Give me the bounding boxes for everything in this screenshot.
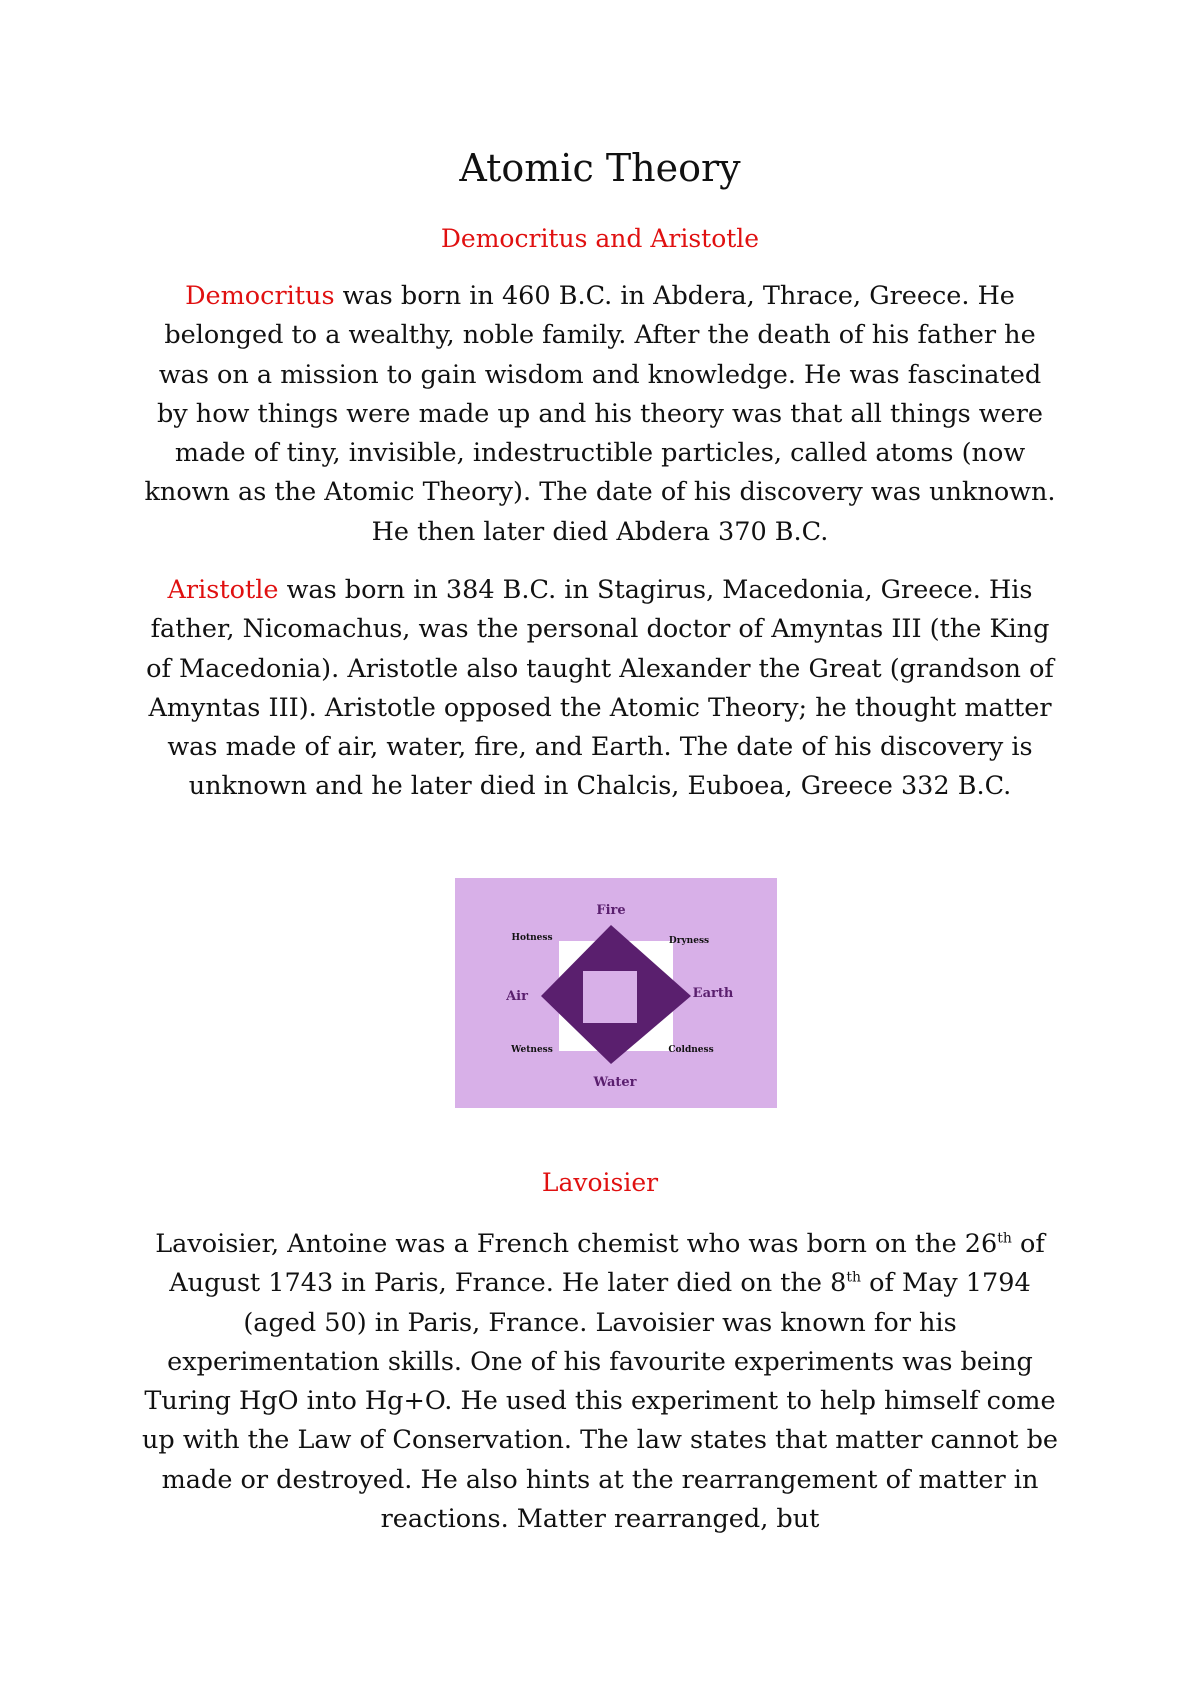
- label-hotness: Hotness: [511, 933, 553, 943]
- paragraph-lavoisier: [140, 1225, 1060, 1539]
- label-air: Air: [506, 989, 528, 1004]
- four-elements-svg: [455, 878, 777, 1108]
- label-dryness: Dryness: [668, 936, 710, 946]
- page-title: Atomic Theory: [459, 146, 741, 190]
- paragraph-lavoisier-part1: Lavoisier, Antoine was a French chemist who was born on the 26: [155, 1229, 998, 1259]
- name-democritus: Democritus: [185, 281, 335, 311]
- name-aristotle: Aristotle: [167, 575, 279, 605]
- label-coldness: Coldness: [668, 1045, 714, 1055]
- four-elements-diagram: [455, 878, 777, 1108]
- superscript-th-2: th: [846, 1269, 861, 1286]
- heading-lavoisier: Lavoisier: [541, 1168, 659, 1197]
- label-wetness: Wetness: [511, 1045, 553, 1055]
- label-fire: Fire: [596, 903, 626, 918]
- paragraph-democritus-text: was born in 460 B.C. in Abdera, Thrace, Greece. He belonged to a wealthy, noble family. After the death of his father he was on a mission to gain wisdom and knowledge. He was fascinated by how things were made up and his theory was that all things were made of tiny, invisible, indestructible particles, called atoms (now known as the Atomic Theory). The date of his discovery was unknown. He then later died Abdera 370 B.C.: [144, 281, 1056, 547]
- inner-square: [583, 971, 637, 1023]
- heading-democritus-aristotle: Democritus and Aristotle: [440, 224, 760, 253]
- label-water: Water: [593, 1075, 637, 1090]
- paragraph-aristotle-text: was born in 384 B.C. in Stagirus, Macedonia, Greece. His father, Nicomachus, was the personal doctor of Amyntas III (the King of Macedonia). Aristotle also taught Alexander the Great (grandson of Amyntas III). Aristotle opposed the Atomic Theory; he thought matter was made of air, water, fire, and Earth. The date of his discovery is unknown and he later died in Chalcis, Euboea, Greece 332 B.C.: [146, 575, 1054, 802]
- paragraph-lavoisier-part3: of May 1794 (aged 50) in Paris, France. Lavoisier was known for his experimentation skills. One of his favourite experiments was being Turing HgO into Hg+O. He used this experiment to help himself come up with the Law of Conservation. The law states that matter cannot be made or destroyed. He also hints at the rearrangement of matter in reactions. Matter rearranged, but: [141, 1268, 1059, 1535]
- paragraph-aristotle: [140, 571, 1060, 807]
- superscript-th-1: th: [997, 1230, 1012, 1247]
- paragraph-democritus: [140, 277, 1060, 552]
- paragraph-lavoisier-part2: of August 1743 in Paris, France. He later died on the 8: [169, 1229, 1045, 1299]
- label-earth: Earth: [692, 986, 734, 1001]
